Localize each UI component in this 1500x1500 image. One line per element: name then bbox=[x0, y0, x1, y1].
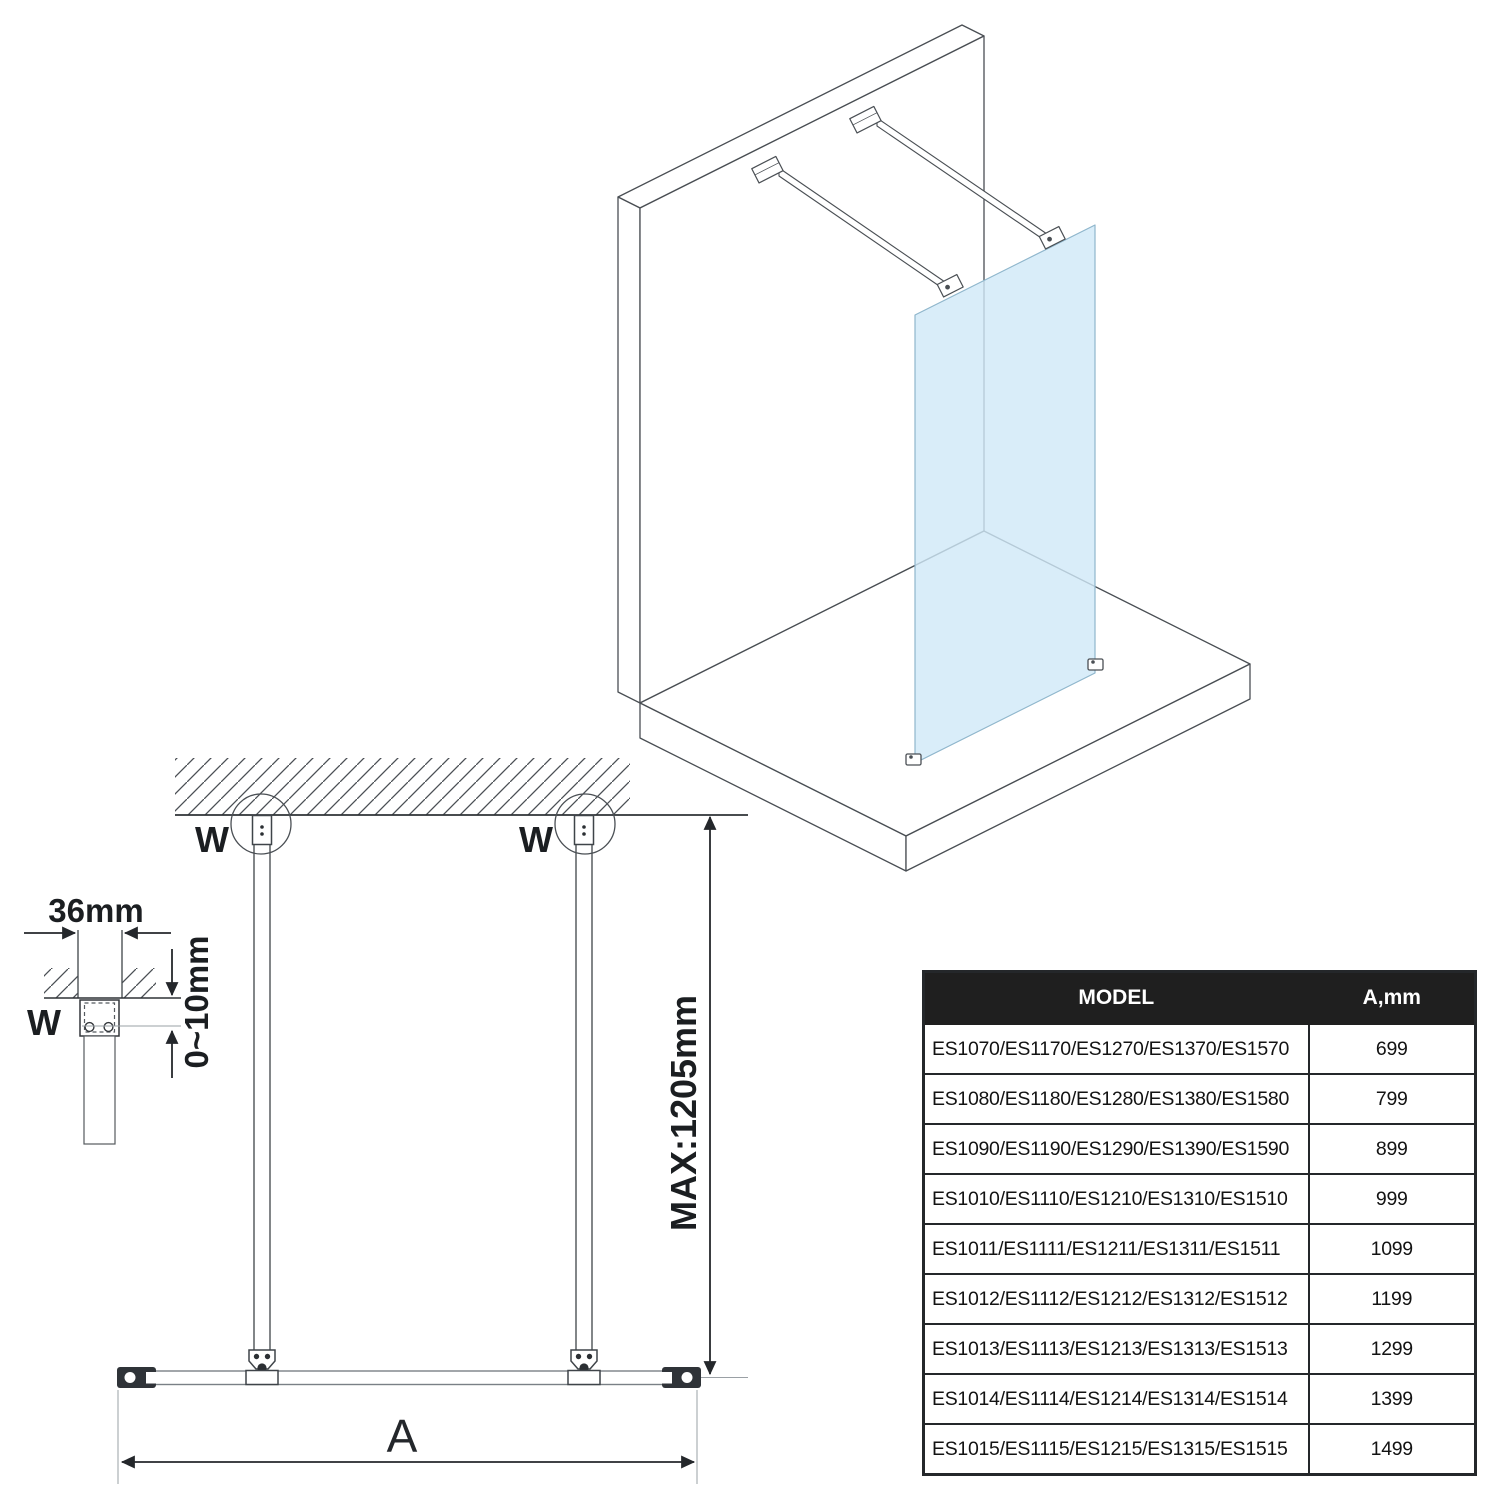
table-row bbox=[924, 1274, 1476, 1324]
model-cell: ES1012/ES1112/ES1212/ES1312/ES1512 bbox=[924, 1274, 1309, 1324]
detail-inset bbox=[24, 892, 215, 1144]
top-bar bbox=[118, 1371, 700, 1385]
inset-post-lower bbox=[84, 1036, 115, 1144]
max-height-label: MAX:1205mm bbox=[663, 994, 704, 1232]
bar-end-cap-left bbox=[117, 1367, 156, 1388]
post-ceiling-bracket-2 bbox=[575, 816, 594, 845]
a-mm-cell: 999 bbox=[1309, 1174, 1476, 1224]
glass-panel bbox=[915, 225, 1095, 763]
table-row bbox=[924, 1024, 1476, 1074]
inset-ceiling-hatch-right bbox=[122, 968, 156, 998]
model-cell: ES1080/ES1180/ES1280/ES1380/ES1580 bbox=[924, 1074, 1309, 1124]
model-cell: ES1014/ES1114/ES1214/ES1314/ES1514 bbox=[924, 1374, 1309, 1424]
model-cell: ES1010/ES1110/ES1210/ES1310/ES1510 bbox=[924, 1174, 1309, 1224]
table-row bbox=[924, 1374, 1476, 1424]
inset-bracket bbox=[80, 1000, 119, 1036]
table-row bbox=[924, 1124, 1476, 1174]
inset-ceiling-hatch-left bbox=[44, 968, 78, 998]
a-mm-cell: 1399 bbox=[1309, 1374, 1476, 1424]
table-row bbox=[924, 1324, 1476, 1374]
ceiling-post-1 bbox=[246, 816, 278, 1385]
a-mm-cell: 1199 bbox=[1309, 1274, 1476, 1324]
w-label-right: W bbox=[519, 819, 553, 860]
a-mm-column-header: A,mm bbox=[1309, 972, 1476, 1025]
table-row bbox=[924, 1074, 1476, 1124]
model-cell: ES1013/ES1113/ES1213/ES1313/ES1513 bbox=[924, 1324, 1309, 1374]
a-mm-cell: 1499 bbox=[1309, 1424, 1476, 1475]
glass-foot-2 bbox=[1088, 659, 1103, 670]
bar-end-cap-right bbox=[662, 1367, 701, 1388]
a-mm-cell: 899 bbox=[1309, 1124, 1476, 1174]
ceiling-post-2 bbox=[568, 816, 600, 1385]
model-cell: ES1011/ES1111/ES1211/ES1311/ES1511 bbox=[924, 1224, 1309, 1274]
bar-slider-block-2 bbox=[568, 1371, 600, 1385]
width-dimension bbox=[118, 1390, 697, 1484]
a-mm-cell: 1099 bbox=[1309, 1224, 1476, 1274]
size-table bbox=[922, 970, 1477, 1476]
model-cell: ES1015/ES1115/ES1215/ES1315/ES1515 bbox=[924, 1424, 1309, 1475]
a-mm-cell: 799 bbox=[1309, 1074, 1476, 1124]
table-row bbox=[924, 1174, 1476, 1224]
front-view bbox=[117, 758, 748, 1484]
glass-foot-1 bbox=[906, 754, 921, 765]
a-mm-cell: 1299 bbox=[1309, 1324, 1476, 1374]
max-height-dimension bbox=[663, 817, 748, 1378]
table-row bbox=[924, 1224, 1476, 1274]
inset-w-label: W bbox=[27, 1002, 61, 1043]
table-row bbox=[924, 1424, 1476, 1475]
a-mm-cell: 699 bbox=[1309, 1024, 1476, 1074]
width-dimension-label: A bbox=[386, 1410, 418, 1462]
model-cell: ES1090/ES1190/ES1290/ES1390/ES1590 bbox=[924, 1124, 1309, 1174]
w-label-left: W bbox=[195, 819, 229, 860]
model-column-header: MODEL bbox=[924, 972, 1309, 1025]
post-ceiling-bracket-1 bbox=[253, 816, 272, 845]
size-table-header-row bbox=[924, 972, 1476, 1025]
model-cell: ES1070/ES1170/ES1270/ES1370/ES1570 bbox=[924, 1024, 1309, 1074]
ceiling-hatch bbox=[175, 758, 630, 815]
bar-slider-block-1 bbox=[246, 1371, 278, 1385]
inset-gap-label: 0~10mm bbox=[178, 935, 215, 1069]
inset-36mm-label: 36mm bbox=[48, 892, 144, 929]
size-table-container bbox=[922, 970, 1474, 1476]
inset-post bbox=[78, 930, 122, 998]
isometric-view bbox=[618, 25, 1250, 871]
